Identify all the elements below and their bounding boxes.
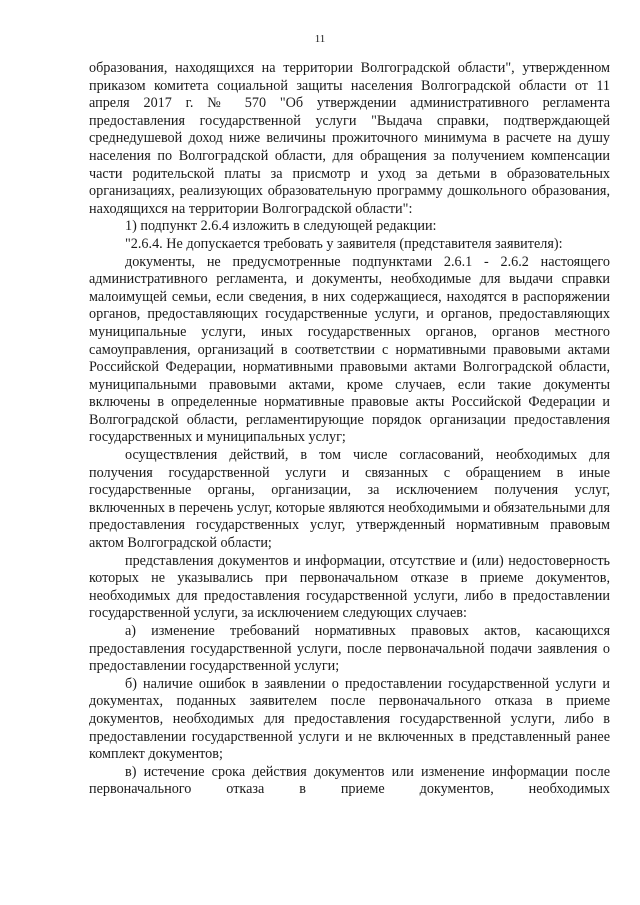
paragraph-continuation: образования, находящихся на территории Волгоградской области", утвержденном приказом комитета социальной защиты населения Волгоградской области от 11 апреля 2017 г. № 570 "Об утверждении административного регламента предоставления государственной услуги "Выдача справки, подтверждающей среднедушевой доход ниже величины прожиточного минимума в расчете на душу населения по Волгоградской области, для обращения за получением компенсации части родительской платы за присмотр и уход за детьми в образовательных организациях, реализующих образовательную программу дошкольного образования, находящихся на территории Волгоградской области": xyxy=(89,60,610,217)
paragraph-information: представления документов и информации, отсутствие и (или) недостоверность которых не указывались при первоначальном отказе в приеме документов, необходимых для предоставления государственной услуги, либо в предоставлении государственной услуги, за исключением следующих случаев: xyxy=(89,552,610,622)
paragraph-case-b: б) наличие ошибок в заявлении о предоставлении государственной услуги и документах, поданных заявителем после первоначального отказа в приеме документов, необходимых для предоставления государственной услуги, либо в предоставлении государственной услуги и не включенных в представленный ранее комплект документов; xyxy=(89,675,610,763)
paragraph-clause-2-6-4: "2.6.4. Не допускается требовать у заявителя (представителя заявителя): xyxy=(125,235,563,252)
paragraph-case-v: в) истечение срока действия документов или изменение информации после первоначального отказа в приеме документов, необходимых xyxy=(89,763,610,798)
document-body xyxy=(89,60,610,799)
paragraph-case-a: а) изменение требований нормативных правовых актов, касающихся предоставления государственной услуги, после первоначальной подачи заявления о предоставлении государственной услуги; xyxy=(89,623,610,675)
paragraph-actions: осуществления действий, в том числе согласований, необходимых для получения государственной услуги и связанных с обращением в иные государственные органы, организации, за исключением получения услуг, включенных в перечень услуг, которые являются необходимыми и обязательными для предоставления государственных услуг, утвержденный нормативным правовым актом Волгоградской области; xyxy=(89,447,610,552)
paragraph-subitem-1: 1) подпункт 2.6.4 изложить в следующей редакции: xyxy=(125,218,437,235)
paragraph-documents: документы, не предусмотренные подпунктами 2.6.1 - 2.6.2 настоящего административного регламента, и документы, необходимые для выдачи справки малоимущей семьи, если сведения, в них содержащиеся, находятся в распоряжении органов, предоставляющих государственные услуги, и органов, предоставляющих муниципальные услуги, иных государственных органов, органов местного самоуправления, организаций в соответствии с нормативными правовыми актами Российской Федерации, нормативными правовыми актами Волгоградской области, муниципальными правовыми актами, кроме случаев, если такие документы включены в определенные нормативные правовые акты Российской Федерации и Волгоградской области, регламентирующие порядок организации предоставления государственных и муниципальных услуг; xyxy=(89,253,610,446)
page-number: 11 xyxy=(314,33,326,45)
